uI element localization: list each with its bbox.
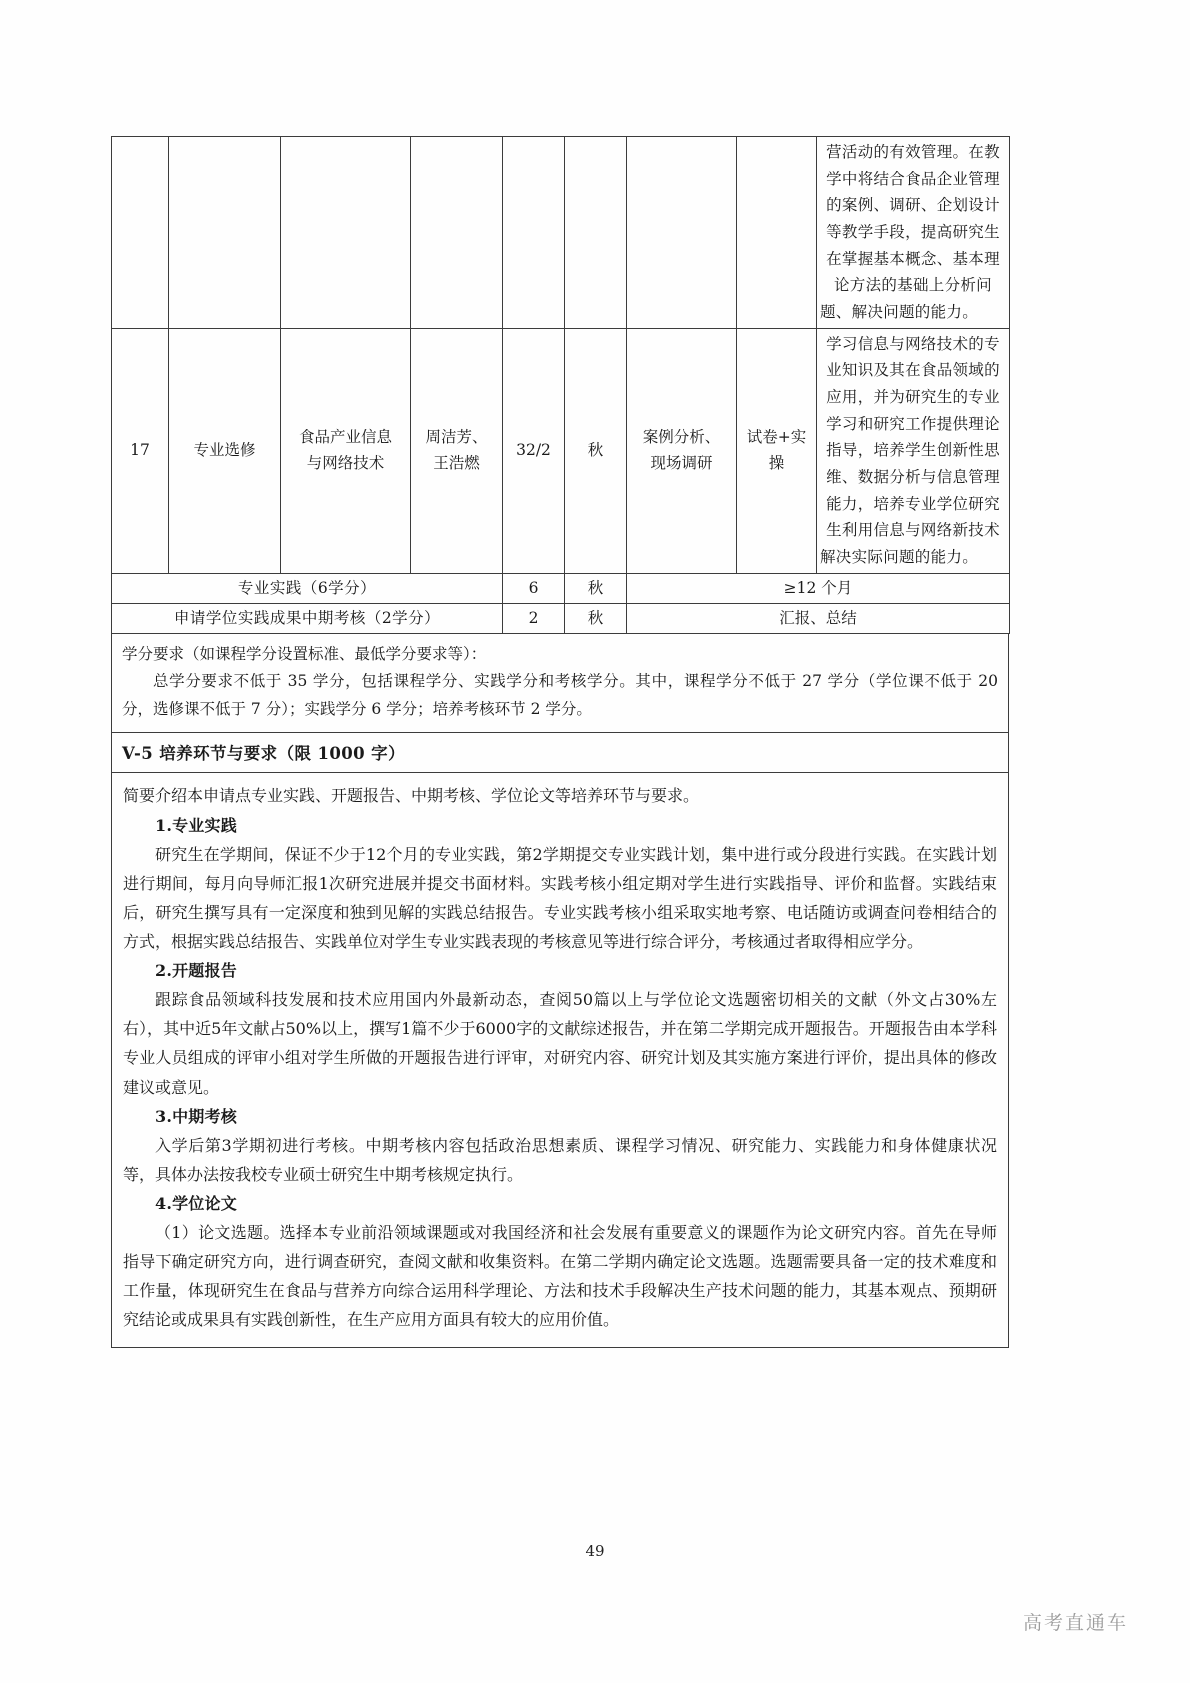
table-row-practice bbox=[112, 573, 1010, 603]
section-v5-content bbox=[111, 773, 1009, 1347]
cell-course-category: 专业选修 bbox=[169, 328, 281, 573]
practice-credits: 2 bbox=[503, 603, 565, 633]
subsection-body-2: 跟踪食品领域科技发展和技术应用国内外最新动态，查阅50篇以上与学位论文选题密切相关的文献（外文占30%左右），其中近5年文献占50%以上，撰写1篇不少于6000字的文献综述报告，并在第二学期完成开题报告。开题报告由本学科专业人员组成的评审小组对学生所做的开题报告进行评审，对研究内容、研究计划及其实施方案进行评价，提出具体的修改建议或意见。 bbox=[123, 990, 997, 1097]
cell-category-empty bbox=[169, 137, 281, 329]
practice-credits: 6 bbox=[503, 573, 565, 603]
credit-requirement-title: 学分要求（如课程学分设置标准、最低学分要求等）： bbox=[122, 644, 487, 663]
cell-exam-method bbox=[737, 328, 817, 573]
method-line-2: 现场调研 bbox=[650, 453, 713, 472]
section-heading-v5: V-5 培养环节与要求（限 1000 字） bbox=[111, 733, 1009, 773]
cell-term: 秋 bbox=[565, 328, 627, 573]
cell-course-description bbox=[817, 328, 1010, 573]
cell-course-teacher bbox=[411, 328, 503, 573]
section-v5-lead: 简要介绍本申请点专业实践、开题报告、中期考核、学位论文等培养环节与要求。 bbox=[123, 786, 700, 806]
practice-term: 秋 bbox=[565, 603, 627, 633]
table-row-continued bbox=[112, 137, 1010, 329]
practice-note: ≥12 个月 bbox=[627, 573, 1010, 603]
cell-course-no: 17 bbox=[112, 328, 169, 573]
subsection-heading-1: 1.专业实践 bbox=[155, 815, 237, 835]
practice-label: 申请学位实践成果中期考核（2学分） bbox=[112, 603, 503, 633]
course-name-line-1: 食品产业信息 bbox=[298, 428, 392, 447]
cell-description-continued: 营活动的有效管理。在教学中将结合食品企业管理的案例、调研、企划设计等教学手段，提高研究生在掌握基本概念、基本理论方法的基础上分析问题、解决问题的能力。 bbox=[817, 137, 1010, 329]
subsection-body-4: （1）论文选题。选择本专业前沿领域课题或对我国经济和社会发展有重要意义的课题作为论文研究内容。首先在导师指导下确定研究方向，进行调查研究，查阅文献和收集资料。在第二学期内确定论文选题。选题需要具备一定的技术难度和工作量，体现研究生在食品与营养方向综合运用科学理论、方法和技术手段解决生产技术问题的能力，其基本观点、预期研究结论或成果具有实践创新性，在生产应用方面具有较大的应用价值。 bbox=[123, 1223, 997, 1330]
practice-label: 专业实践（6学分） bbox=[112, 573, 503, 603]
method-line-1: 案例分析、 bbox=[642, 428, 721, 447]
table-row bbox=[112, 328, 1010, 573]
exam-line-1: 试卷+实 bbox=[746, 428, 807, 447]
cell-course-name bbox=[281, 328, 411, 573]
practice-term: 秋 bbox=[565, 573, 627, 603]
subsection-body-3: 入学后第3学期初进行考核。中期考核内容包括政治思想素质、课程学习情况、研究能力、实践能力和身体健康状况等，具体办法按我校专业硕士研究生中期考核规定执行。 bbox=[123, 1135, 997, 1184]
subsection-body-1: 研究生在学期间，保证不少于12个月的专业实践，第2学期提交专业实践计划，集中进行或分段进行实践。在实践计划进行期间，每月向导师汇报1次研究进展并提交书面材料。实践考核小组定期对学生进行实践指导、评价和监督。实践结束后，研究生撰写具有一定深度和独到见解的实践总结报告。专业实践考核小组采取实地考察、电话随访或调查问卷相结合的方式，根据实践总结报告、实践单位对学生专业实践表现的考核意见等进行综合评分，考核通过者取得相应学分。 bbox=[123, 844, 997, 951]
teacher-line-2: 王浩燃 bbox=[433, 453, 480, 472]
teacher-line-1: 周洁芳、 bbox=[425, 428, 488, 447]
cell-teaching-method bbox=[627, 328, 737, 573]
cell-term-empty bbox=[565, 137, 627, 329]
subsection-heading-4: 4.学位论文 bbox=[155, 1193, 237, 1213]
document-body bbox=[111, 136, 1009, 1348]
credit-requirement-body: 总学分要求不低于 35 学分，包括课程学分、实践学分和考核学分。其中，课程学分不低于 27 学分（学位课不低于 20 分，选修课不低于 7 分）；实践学分 6 学分；培养考核环节 2 学分。 bbox=[122, 672, 998, 718]
cell-method-empty bbox=[627, 137, 737, 329]
cell-no-empty bbox=[112, 137, 169, 329]
course-description-text: 学习信息与网络技术的专业知识及其在食品领域的应用，并为研究生的专业学习和研究工作提供理论指导，培养学生创新性思维、数据分析与信息管理能力，培养专业学位研究生利用信息与网络新技术解决实际问题的能力。 bbox=[820, 334, 1000, 566]
cell-teacher-empty bbox=[411, 137, 503, 329]
cell-exam-empty bbox=[737, 137, 817, 329]
table-row-practice bbox=[112, 603, 1010, 633]
page-number: 49 bbox=[585, 1542, 605, 1560]
subsection-heading-2: 2.开题报告 bbox=[155, 961, 237, 981]
exam-line-2: 操 bbox=[768, 453, 785, 472]
course-table bbox=[111, 136, 1010, 634]
credit-requirement-block bbox=[111, 634, 1009, 734]
cell-hours-credits: 32/2 bbox=[503, 328, 565, 573]
watermark: 高考直通车 bbox=[1022, 1612, 1128, 1634]
cell-name-empty bbox=[281, 137, 411, 329]
practice-note: 汇报、总结 bbox=[627, 603, 1010, 633]
course-name-line-2: 与网络技术 bbox=[306, 453, 385, 472]
cell-hours-empty bbox=[503, 137, 565, 329]
subsection-heading-3: 3.中期考核 bbox=[155, 1106, 237, 1126]
